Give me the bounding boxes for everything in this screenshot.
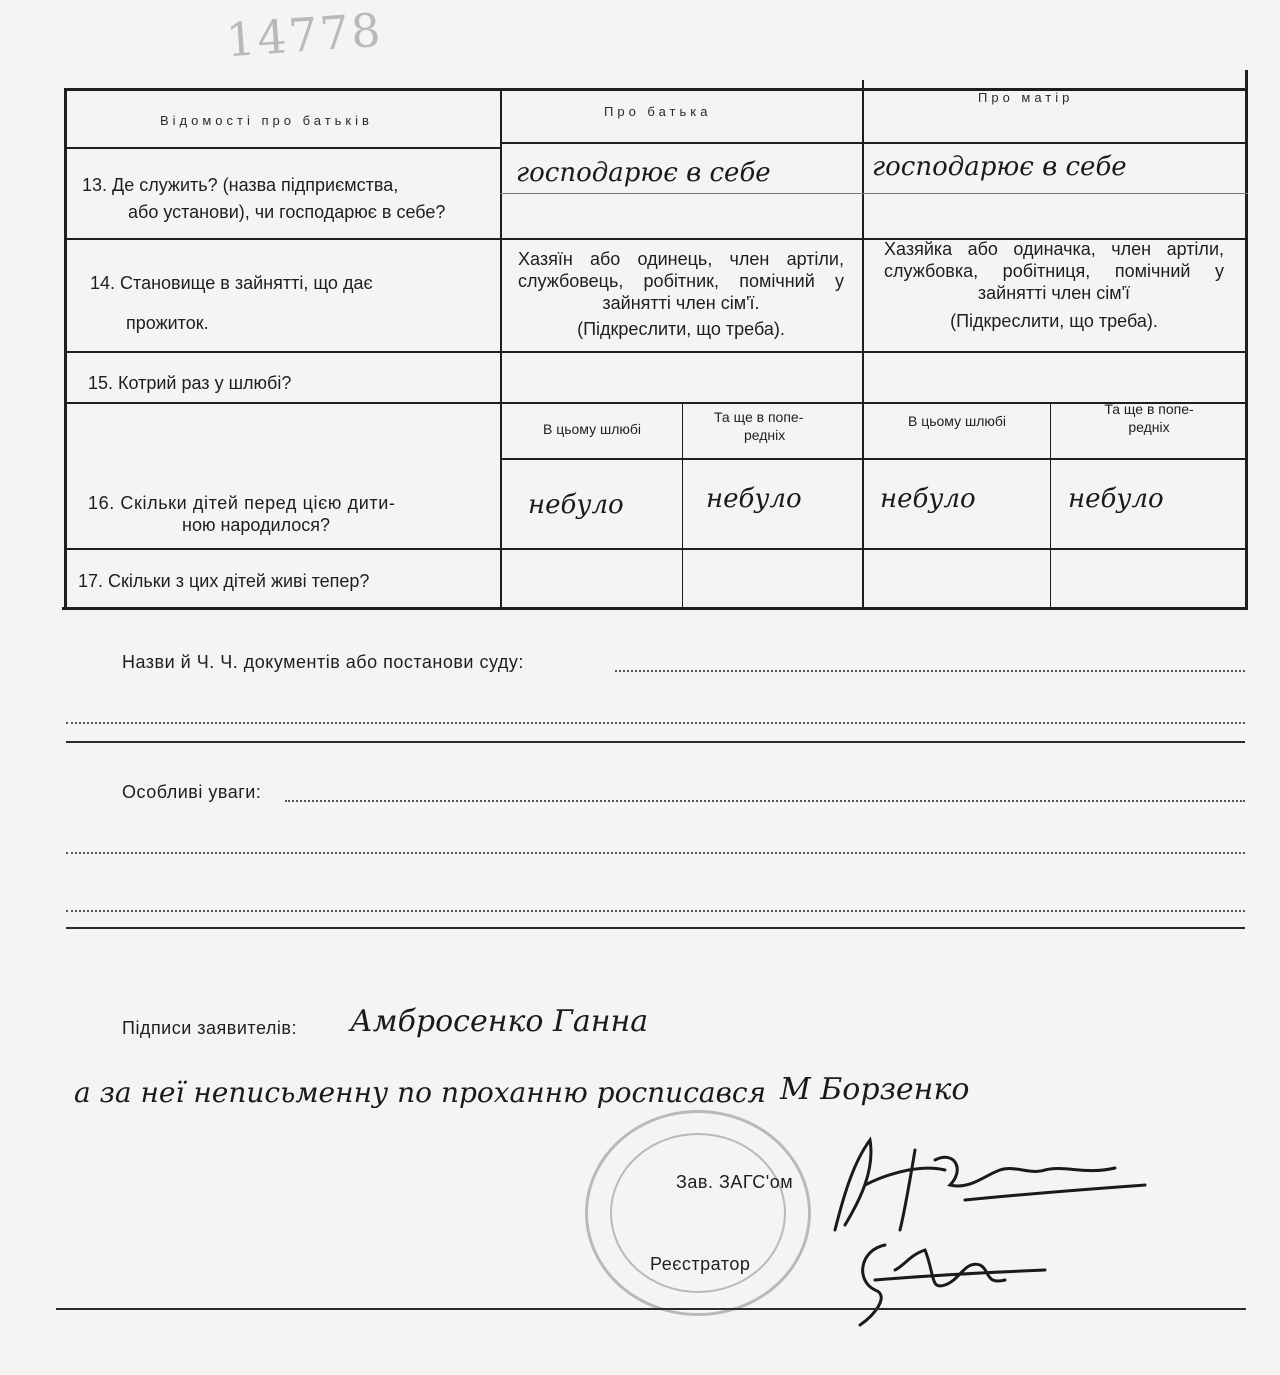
question-17: 17. Скільки з цих дітей живі тепер?	[78, 571, 370, 591]
remarks-dotted-line	[66, 910, 1245, 912]
documents-label: Назви й Ч. Ч. документів або постанови суду:	[122, 652, 524, 672]
subheader-father-this-marriage: В цьому шлюбі	[542, 421, 642, 437]
column-divider	[682, 404, 683, 609]
official-seal-stamp	[585, 1110, 811, 1316]
mother-children-this-marriage-handwritten: небуло	[880, 484, 976, 514]
question-13-line1: 13. Де служить? (назва підприємства,	[82, 175, 399, 195]
row-divider	[64, 351, 1248, 353]
question-16-line2: ною народилося?	[182, 515, 331, 535]
header-mother: Про матір	[978, 90, 1074, 105]
subheader-mother-previous-line1: Та ще в попе-	[1104, 401, 1194, 417]
documents-dotted-line	[615, 670, 1245, 672]
column-divider	[500, 88, 502, 609]
remarks-label: Особливі уваги:	[122, 782, 262, 802]
question-14-line1: 14. Становище в зайнятті, що дає	[90, 273, 373, 293]
documents-dotted-line	[66, 722, 1245, 724]
subheader-mother-this-marriage: В цьому шлюбі	[907, 413, 1007, 429]
father-workplace-handwritten: господарює в себе	[516, 158, 771, 188]
documents-separator	[66, 741, 1245, 743]
remarks-separator	[66, 927, 1245, 929]
remarks-dotted-line	[66, 852, 1245, 854]
header-father: Про батька	[604, 104, 712, 119]
proxy-note-handwritten: а за неї неписьменну по проханню росписався	[74, 1076, 767, 1109]
subheader-mother-previous-line2: редніх	[1128, 419, 1170, 435]
signatures-label: Підписи заявителів:	[122, 1018, 297, 1038]
mother-occupation-note: (Підкреслити, що треба).	[950, 311, 1158, 331]
column-divider	[862, 80, 864, 609]
row-divider	[64, 548, 1248, 550]
row-divider	[64, 147, 502, 149]
proxy-signature: М Борзенко	[780, 1072, 970, 1107]
question-16-line1: 16. Скільки дітей перед цією дити-	[88, 493, 396, 513]
mother-occupation-options: Хазяйка або одиначка, член артіли, службовка, робітниця, помічний у зайнятті член сім'ї	[884, 239, 1224, 303]
subheader-father-previous-line1: Та ще в попе-	[714, 409, 804, 425]
table-left-border	[64, 88, 67, 609]
header-info: Відомості про батьків	[160, 113, 373, 128]
registrar-signature	[845, 1230, 1065, 1330]
remarks-dotted-line	[285, 800, 1245, 802]
row-divider	[500, 458, 1248, 460]
father-children-previous-handwritten: небуло	[706, 484, 802, 514]
subheader-father-previous-line2: редніх	[744, 427, 786, 443]
table-right-border	[1245, 70, 1248, 609]
head-of-registry-signature	[815, 1130, 1155, 1240]
question-15: 15. Котрий раз у шлюбі?	[88, 373, 292, 393]
father-occupation-options: Хазяїн або одинець, член артіли, службовець, робітник, помічний у зайнятті член сім'ї.	[518, 249, 844, 313]
registrar-label: Реєстратор	[650, 1254, 751, 1274]
bottom-separator	[56, 1308, 1246, 1310]
row-divider	[500, 142, 1248, 144]
subheader-mother-previous	[1052, 400, 1246, 436]
applicant-signature: Амбросенко Ганна	[350, 1004, 649, 1039]
question-14-line2: прожиток.	[126, 313, 209, 333]
archive-number: 14778	[224, 2, 385, 68]
mother-children-previous-handwritten: небуло	[1068, 484, 1164, 514]
row-divider	[500, 193, 1248, 194]
head-of-registry-label: Зав. ЗАГС'ом	[676, 1172, 794, 1192]
question-13-line2: або установи), чи господарює в себе?	[128, 202, 446, 222]
mother-workplace-handwritten: господарює в себе	[872, 152, 1127, 182]
table-bottom-border	[62, 607, 1248, 610]
father-occupation-note: (Підкреслити, що треба).	[577, 319, 785, 339]
father-children-this-marriage-handwritten: небуло	[528, 490, 624, 520]
